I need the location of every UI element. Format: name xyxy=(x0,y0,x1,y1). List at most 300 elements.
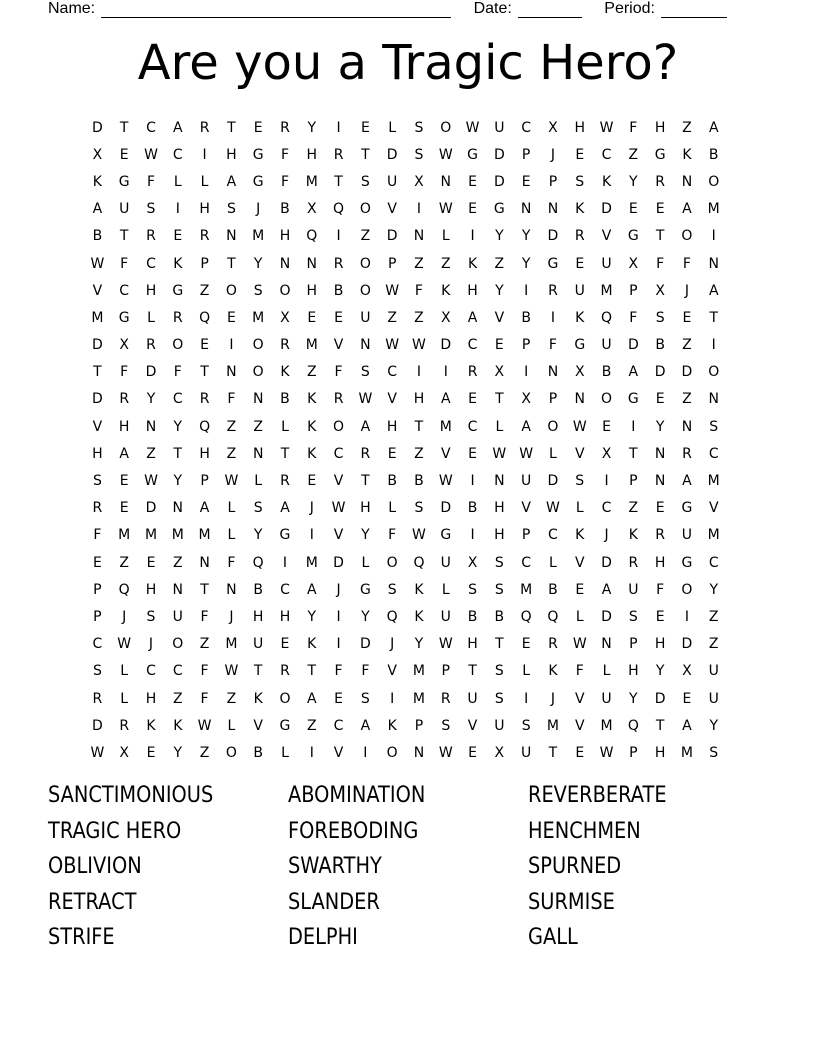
grid-letter: O xyxy=(279,690,291,707)
grid-letter: E xyxy=(387,445,397,462)
grid-letter: M xyxy=(118,527,131,544)
grid-letter: Y xyxy=(655,418,665,435)
grid-letter: M xyxy=(171,527,184,544)
grid-letter: B xyxy=(708,146,719,163)
grid-letter: E xyxy=(468,201,477,218)
grid-letter: R xyxy=(655,527,665,544)
grid-letter: W xyxy=(412,337,426,354)
grid-letter: X xyxy=(280,309,290,326)
grid-letter: G xyxy=(118,173,130,190)
grid-letter: Q xyxy=(199,309,211,326)
grid-letter: O xyxy=(225,744,237,761)
grid-letter: W xyxy=(197,717,212,734)
grid-letter: Z xyxy=(682,119,692,136)
grid-letter: M xyxy=(707,473,720,490)
grid-letter: I xyxy=(416,364,422,381)
grid-letter: E xyxy=(602,418,611,435)
grid-letter: X xyxy=(306,201,317,218)
grid-letter: M xyxy=(412,690,425,707)
grid-letter: H xyxy=(226,146,237,163)
grid-letter: K xyxy=(575,309,585,326)
grid-letter: E xyxy=(575,255,585,272)
period-line xyxy=(661,3,727,18)
grid-letter: H xyxy=(279,608,291,625)
grid-letter: T xyxy=(253,663,263,680)
grid-letter: R xyxy=(146,337,156,354)
grid-letter: T xyxy=(361,473,370,490)
grid-letter: Y xyxy=(253,527,263,544)
date-label: Date: xyxy=(473,0,512,17)
grid-letter: Q xyxy=(306,228,318,245)
grid-letter: N xyxy=(172,500,184,517)
grid-letter: K xyxy=(173,717,183,734)
grid-letter: X xyxy=(92,146,103,163)
grid-letter: E xyxy=(307,309,317,326)
grid-letter: R xyxy=(280,119,290,136)
grid-letter: F xyxy=(361,663,370,680)
grid-letter: G xyxy=(681,554,693,571)
grid-letter: G xyxy=(467,146,478,163)
grid-letter: I xyxy=(309,527,314,544)
grid-letter: T xyxy=(227,119,236,136)
grid-letter: P xyxy=(629,473,638,490)
grid-row xyxy=(84,739,744,766)
grid-letter: Y xyxy=(173,473,183,490)
grid-letter: Z xyxy=(226,445,237,462)
grid-letter: H xyxy=(494,527,505,544)
grid-letter: B xyxy=(333,282,344,299)
grid-letter: R xyxy=(92,500,103,517)
grid-letter: B xyxy=(521,309,531,326)
grid-letter: J xyxy=(148,636,154,653)
grid-letter: R xyxy=(333,391,344,408)
grid-letter: W xyxy=(412,527,426,544)
grid-letter: N xyxy=(226,228,237,245)
grid-letter: S xyxy=(494,690,504,707)
grid-letter: L xyxy=(549,554,557,571)
word-bank-item: SURMISE xyxy=(528,889,615,915)
grid-letter: S xyxy=(494,581,504,598)
grid-letter: V xyxy=(440,445,451,462)
grid-letter: K xyxy=(628,527,638,544)
grid-letter: W xyxy=(117,636,132,653)
grid-letter: N xyxy=(547,201,559,218)
grid-letter: K xyxy=(307,636,317,653)
grid-letter: Y xyxy=(173,744,183,761)
grid-letter: E xyxy=(119,473,129,490)
grid-letter: M xyxy=(707,201,720,218)
grid-letter: A xyxy=(682,473,692,490)
grid-letter: I xyxy=(470,473,475,490)
grid-letter: I xyxy=(229,337,234,354)
grid-letter: S xyxy=(414,146,424,163)
grid-letter: F xyxy=(388,527,397,544)
grid-letter: N xyxy=(574,391,585,408)
grid-letter: W xyxy=(385,337,400,354)
grid-letter: S xyxy=(414,500,424,517)
grid-letter: K xyxy=(601,173,612,190)
grid-letter: S xyxy=(494,554,504,571)
grid-letter: E xyxy=(307,473,317,490)
grid-letter: V xyxy=(333,473,344,490)
grid-letter: A xyxy=(226,173,237,190)
grid-letter: T xyxy=(93,364,102,381)
grid-letter: C xyxy=(333,445,344,462)
grid-letter: W xyxy=(224,473,239,490)
grid-letter: R xyxy=(146,228,156,245)
grid-letter: O xyxy=(225,282,237,299)
grid-letter: F xyxy=(227,391,236,408)
grid-letter: N xyxy=(440,173,451,190)
grid-letter: A xyxy=(306,690,317,707)
grid-letter: S xyxy=(146,201,156,218)
grid-letter: D xyxy=(440,337,452,354)
grid-row xyxy=(84,631,744,658)
grid-letter: P xyxy=(548,173,558,190)
grid-letter: X xyxy=(119,337,129,354)
grid-letter: U xyxy=(601,255,612,272)
grid-letter: P xyxy=(521,527,531,544)
grid-letter: L xyxy=(388,119,397,136)
grid-letter: J xyxy=(390,636,395,653)
grid-letter: X xyxy=(574,364,585,381)
grid-letter: K xyxy=(307,445,317,462)
grid-letter: S xyxy=(521,717,531,734)
grid-letter: D xyxy=(654,690,666,707)
grid-letter: C xyxy=(601,500,612,517)
grid-letter: O xyxy=(547,418,559,435)
grid-letter: M xyxy=(600,717,613,734)
grid-letter: R xyxy=(655,173,665,190)
grid-letter: V xyxy=(387,663,397,680)
grid-letter: B xyxy=(414,473,424,490)
grid-letter: S xyxy=(468,581,477,598)
grid-letter: T xyxy=(200,581,209,598)
grid-letter: K xyxy=(307,418,317,435)
grid-letter: O xyxy=(252,364,264,381)
grid-row xyxy=(84,603,744,630)
grid-letter: H xyxy=(654,744,666,761)
grid-letter: D xyxy=(627,337,639,354)
grid-letter: O xyxy=(359,255,371,272)
grid-letter: V xyxy=(387,391,397,408)
worksheet-header xyxy=(48,0,727,18)
grid-letter: H xyxy=(199,445,210,462)
grid-letter: R xyxy=(548,636,558,653)
grid-letter: T xyxy=(629,445,638,462)
grid-letter: E xyxy=(146,554,156,571)
grid-letter: T xyxy=(227,255,236,272)
grid-row xyxy=(84,549,744,576)
grid-letter: A xyxy=(360,418,371,435)
grid-letter: S xyxy=(92,663,102,680)
grid-letter: V xyxy=(494,309,505,326)
grid-letter: B xyxy=(467,608,478,625)
grid-letter: T xyxy=(709,309,718,326)
grid-letter: I xyxy=(524,690,529,707)
grid-letter: H xyxy=(92,445,103,462)
grid-letter: C xyxy=(146,663,156,680)
word-bank-item: REVERBERATE xyxy=(528,783,667,808)
grid-letter: H xyxy=(654,554,666,571)
grid-letter: G xyxy=(574,337,586,354)
grid-letter: V xyxy=(467,717,478,734)
grid-letter: A xyxy=(521,418,531,435)
grid-letter: V xyxy=(92,418,103,435)
grid-letter: H xyxy=(360,500,371,517)
grid-letter: Z xyxy=(306,364,317,381)
grid-letter: J xyxy=(229,608,234,625)
grid-letter: E xyxy=(521,636,531,653)
grid-letter: Z xyxy=(253,418,263,435)
grid-letter: H xyxy=(654,636,666,653)
grid-letter: P xyxy=(387,255,397,272)
grid-letter: X xyxy=(467,554,478,571)
grid-letter: I xyxy=(309,744,314,761)
grid-row xyxy=(84,277,744,304)
grid-letter: C xyxy=(467,418,478,435)
grid-letter: N xyxy=(226,364,237,381)
grid-letter: E xyxy=(575,744,585,761)
grid-letter: A xyxy=(708,119,719,136)
grid-letter: B xyxy=(253,744,263,761)
grid-letter: R xyxy=(119,717,130,734)
grid-letter: Y xyxy=(173,418,183,435)
grid-letter: S xyxy=(709,744,719,761)
grid-letter: P xyxy=(200,255,209,272)
grid-letter: A xyxy=(440,391,451,408)
grid-letter: R xyxy=(92,690,103,707)
grid-row xyxy=(84,386,744,413)
grid-row xyxy=(84,495,744,522)
grid-letter: A xyxy=(682,201,692,218)
grid-letter: M xyxy=(305,337,318,354)
grid-letter: X xyxy=(494,744,505,761)
grid-letter: V xyxy=(708,500,719,517)
grid-letter: U xyxy=(681,527,693,544)
grid-letter: S xyxy=(92,473,102,490)
grid-letter: F xyxy=(280,146,289,163)
grid-letter: J xyxy=(336,581,341,598)
grid-letter: X xyxy=(414,173,424,190)
word-bank-item: DELPHI xyxy=(288,925,358,951)
grid-letter: P xyxy=(629,744,638,761)
word-bank-item: SWARTHY xyxy=(288,854,382,880)
grid-letter: M xyxy=(520,581,533,598)
grid-letter: J xyxy=(684,282,689,299)
grid-letter: N xyxy=(360,337,371,354)
word-bank xyxy=(48,778,768,956)
grid-letter: U xyxy=(172,608,183,625)
grid-letter: L xyxy=(281,418,289,435)
grid-letter: D xyxy=(92,119,103,136)
grid-letter: W xyxy=(438,636,453,653)
grid-letter: M xyxy=(707,527,720,544)
grid-letter: R xyxy=(119,391,130,408)
grid-letter: D xyxy=(681,364,693,381)
grid-letter: S xyxy=(575,173,585,190)
grid-letter: E xyxy=(655,201,665,218)
grid-letter: O xyxy=(172,636,184,653)
grid-letter: E xyxy=(119,500,129,517)
grid-letter: I xyxy=(336,636,341,653)
grid-letter: E xyxy=(360,119,370,136)
word-bank-item: SANCTIMONIOUS xyxy=(48,783,214,808)
grid-letter: E xyxy=(682,690,692,707)
grid-letter: M xyxy=(252,228,265,245)
grid-letter: H xyxy=(413,391,425,408)
grid-letter: R xyxy=(199,391,210,408)
grid-row xyxy=(84,250,744,277)
grid-letter: C xyxy=(172,146,183,163)
grid-letter: I xyxy=(550,309,556,326)
grid-letter: D xyxy=(654,364,666,381)
grid-letter: B xyxy=(280,391,290,408)
grid-letter: W xyxy=(144,146,158,163)
grid-letter: F xyxy=(334,663,343,680)
grid-letter: X xyxy=(682,663,692,680)
grid-letter: I xyxy=(416,201,422,218)
grid-letter: K xyxy=(414,608,424,625)
grid-letter: F xyxy=(120,255,129,272)
grid-letter: O xyxy=(708,364,720,381)
grid-letter: D xyxy=(601,554,612,571)
grid-letter: M xyxy=(144,527,158,544)
grid-letter: C xyxy=(548,527,558,544)
grid-letter: L xyxy=(495,418,504,435)
grid-letter: F xyxy=(334,364,343,381)
grid-letter: Z xyxy=(199,744,210,761)
grid-letter: H xyxy=(628,663,639,680)
grid-letter: W xyxy=(90,255,105,272)
grid-letter: U xyxy=(119,201,130,218)
grid-letter: V xyxy=(521,500,531,517)
grid-letter: C xyxy=(92,636,103,653)
grid-letter: M xyxy=(546,717,559,734)
period-label: Period: xyxy=(604,0,655,17)
grid-row xyxy=(84,467,744,494)
grid-letter: N xyxy=(708,255,719,272)
grid-row xyxy=(84,658,744,685)
grid-letter: V xyxy=(333,744,344,761)
grid-letter: W xyxy=(224,663,239,680)
grid-letter: O xyxy=(172,337,184,354)
grid-letter: Q xyxy=(413,554,425,571)
grid-letter: R xyxy=(682,445,692,462)
grid-letter: U xyxy=(601,337,612,354)
grid-letter: U xyxy=(521,473,532,490)
grid-letter: I xyxy=(390,690,395,707)
page-title: Are you a Tragic Hero? xyxy=(137,35,679,91)
grid-letter: I xyxy=(470,228,475,245)
grid-letter: F xyxy=(548,337,557,354)
grid-letter: B xyxy=(494,608,505,625)
grid-letter: X xyxy=(628,255,639,272)
grid-letter: W xyxy=(438,201,453,218)
grid-letter: E xyxy=(146,744,156,761)
grid-letter: P xyxy=(200,473,209,490)
grid-letter: O xyxy=(279,282,291,299)
grid-letter: B xyxy=(387,473,397,490)
grid-letter: H xyxy=(252,608,264,625)
grid-letter: D xyxy=(145,500,157,517)
grid-letter: U xyxy=(574,282,585,299)
grid-letter: N xyxy=(226,581,237,598)
grid-letter: W xyxy=(438,473,453,490)
grid-letter: A xyxy=(92,201,103,218)
grid-letter: Y xyxy=(655,663,665,680)
grid-letter: J xyxy=(309,500,314,517)
grid-letter: E xyxy=(655,391,665,408)
grid-row xyxy=(84,223,744,250)
grid-letter: T xyxy=(495,636,504,653)
grid-letter: Y xyxy=(361,608,370,625)
grid-letter: K xyxy=(414,581,424,598)
grid-letter: Y xyxy=(307,608,317,625)
grid-letter: H xyxy=(467,282,478,299)
grid-letter: Z xyxy=(226,418,237,435)
grid-letter: R xyxy=(333,146,344,163)
grid-letter: D xyxy=(333,554,344,571)
grid-letter: E xyxy=(468,744,477,761)
grid-letter: X xyxy=(601,445,612,462)
grid-letter: G xyxy=(359,581,371,598)
grid-letter: H xyxy=(654,119,666,136)
grid-letter: U xyxy=(360,309,371,326)
grid-letter: F xyxy=(575,663,584,680)
grid-letter: F xyxy=(120,364,129,381)
grid-letter: X xyxy=(440,309,451,326)
grid-letter: I xyxy=(336,608,341,625)
grid-letter: T xyxy=(200,364,209,381)
grid-letter: D xyxy=(92,337,103,354)
grid-letter: R xyxy=(172,309,183,326)
grid-letter: C xyxy=(146,255,156,272)
grid-letter: W xyxy=(572,636,587,653)
grid-letter: E xyxy=(173,228,183,245)
grid-letter: P xyxy=(521,337,531,354)
grid-letter: M xyxy=(305,554,318,571)
grid-letter: Y xyxy=(629,690,638,707)
grid-letter: M xyxy=(252,309,265,326)
grid-letter: D xyxy=(493,146,505,163)
grid-letter: V xyxy=(574,445,585,462)
grid-letter: B xyxy=(548,581,558,598)
grid-letter: H xyxy=(118,418,130,435)
grid-letter: L xyxy=(173,173,182,190)
grid-letter: L xyxy=(522,663,531,680)
grid-letter: Z xyxy=(360,228,371,245)
word-bank-item: ABOMINATION xyxy=(288,783,426,808)
grid-letter: I xyxy=(175,201,180,218)
grid-row xyxy=(84,141,744,168)
grid-letter: L xyxy=(575,500,584,517)
grid-letter: F xyxy=(682,255,691,272)
grid-letter: R xyxy=(548,282,558,299)
grid-letter: K xyxy=(682,146,692,163)
grid-letter: B xyxy=(601,364,612,381)
grid-letter: C xyxy=(521,554,532,571)
grid-letter: B xyxy=(92,228,103,245)
grid-letter: A xyxy=(306,581,317,598)
word-bank-item: TRAGIC HERO xyxy=(48,818,182,844)
grid-letter: K xyxy=(146,717,156,734)
grid-letter: L xyxy=(575,608,584,625)
grid-letter: P xyxy=(441,663,450,680)
grid-letter: M xyxy=(412,663,425,680)
grid-letter: C xyxy=(708,445,719,462)
grid-letter: Z xyxy=(682,337,692,354)
